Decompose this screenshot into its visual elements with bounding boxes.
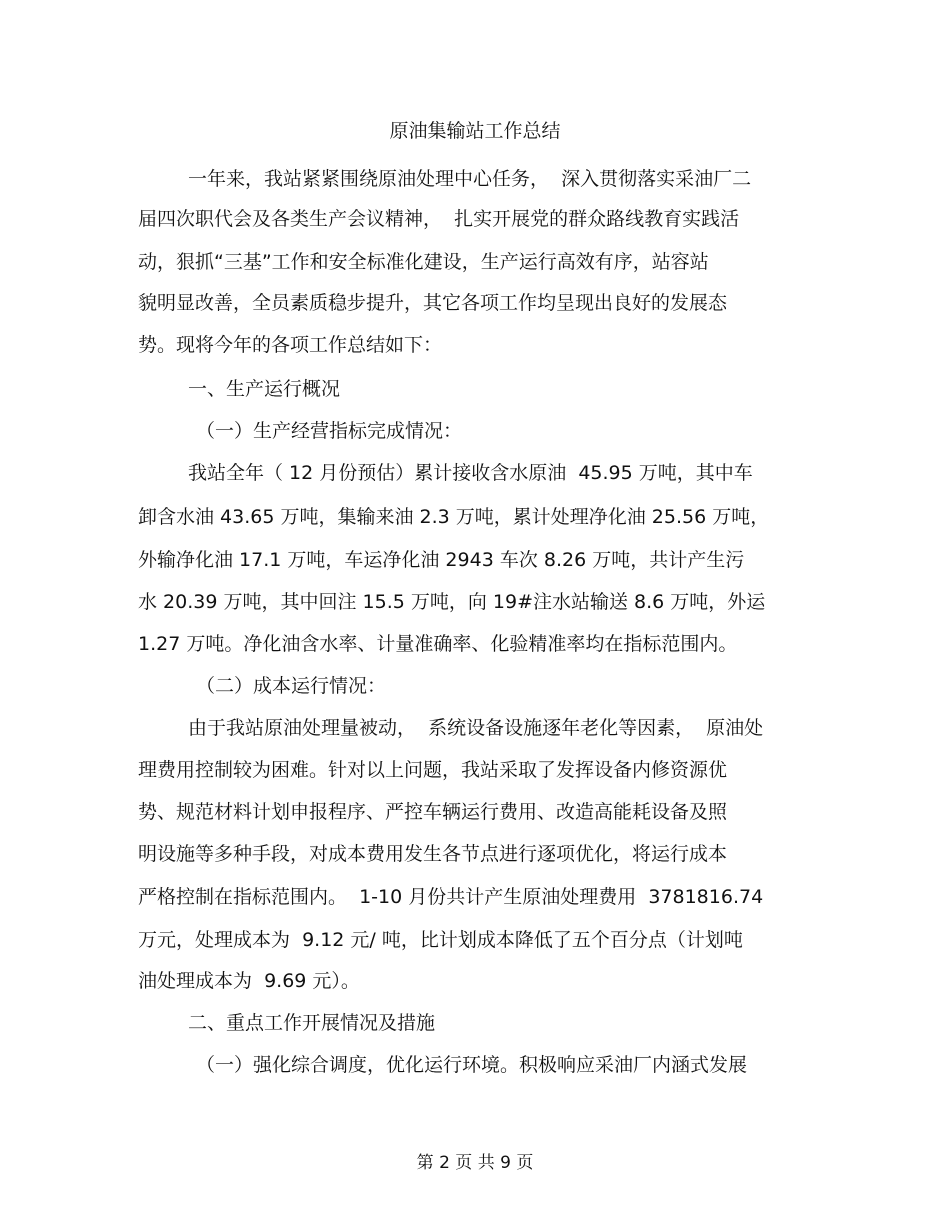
body-line-20: 油处理成本为 9.69 元）。	[138, 970, 360, 992]
subsection-heading-2: （二）成本运行情况：	[196, 675, 387, 697]
body-line-1: 一年来，我站紧紧围绕原油处理中心任务， 深入贯彻落实采油厂二	[188, 168, 752, 190]
subsection-heading-1: （一）生产经营指标完成情况：	[196, 420, 463, 442]
body-line-14: 由于我站原油处理量被动， 系统设备设施逐年老化等因素， 原油处	[188, 717, 764, 739]
body-line-15: 理费用控制较为困难。针对以上问题，我站采取了发挥设备内修资源优	[138, 759, 728, 781]
body-line-3: 动，狠抓“三基”工作和安全标准化建设，生产运行高效有序，站容站	[138, 251, 709, 273]
body-line-12: 1.27 万吨。净化油含水率、计量准确率、化验精准率均在指标范围内。	[138, 633, 738, 655]
body-line-18: 严格控制在指标范围内。 1-10 月份共计产生原油处理费用 3781816.74	[138, 886, 764, 908]
section-heading-1: 一、生产运行概况	[188, 378, 341, 400]
body-line-17: 明设施等多种手段，对成本费用发生各节点进行逐项优化，将运行成本	[138, 843, 728, 865]
body-line-5: 势。现将今年的各项工作总结如下：	[138, 334, 443, 356]
subsection-heading-3: （一）强化综合调度，优化运行环境。积极响应采油厂内涵式发展	[196, 1054, 748, 1076]
body-line-19: 万元，处理成本为 9.12 元/ 吨，比计划成本降低了五个百分点（计划吨	[138, 929, 743, 951]
body-line-11: 水 20.39 万吨，其中回注 15.5 万吨，向 19#注水站输送 8.6 万吨，外运	[138, 591, 766, 613]
section-heading-2: 二、重点工作开展情况及措施	[188, 1012, 436, 1034]
body-line-2: 届四次职代会及各类生产会议精神， 扎实开展党的群众路线教育实践活	[138, 208, 740, 230]
body-line-16: 势、规范材料计划申报程序、严控车辆运行费用、改造高能耗设备及照	[138, 801, 728, 823]
document-title: 原油集输站工作总结	[389, 120, 561, 142]
body-line-8: 我站全年（ 12 月份预估）累计接收含水原油 45.95 万吨，其中车	[188, 462, 753, 484]
page-number: 第 2 页 共 9 页	[416, 1153, 534, 1173]
body-line-9: 卸含水油 43.65 万吨，集输来油 2.3 万吨，累计处理净化油 25.56 万吨，	[138, 506, 770, 528]
body-line-10: 外输净化油 17.1 万吨，车运净化油 2943 车次 8.26 万吨，共计产生污	[138, 549, 745, 571]
body-line-4: 貌明显改善，全员素质稳步提升，其它各项工作均呈现出良好的发展态	[138, 292, 728, 314]
